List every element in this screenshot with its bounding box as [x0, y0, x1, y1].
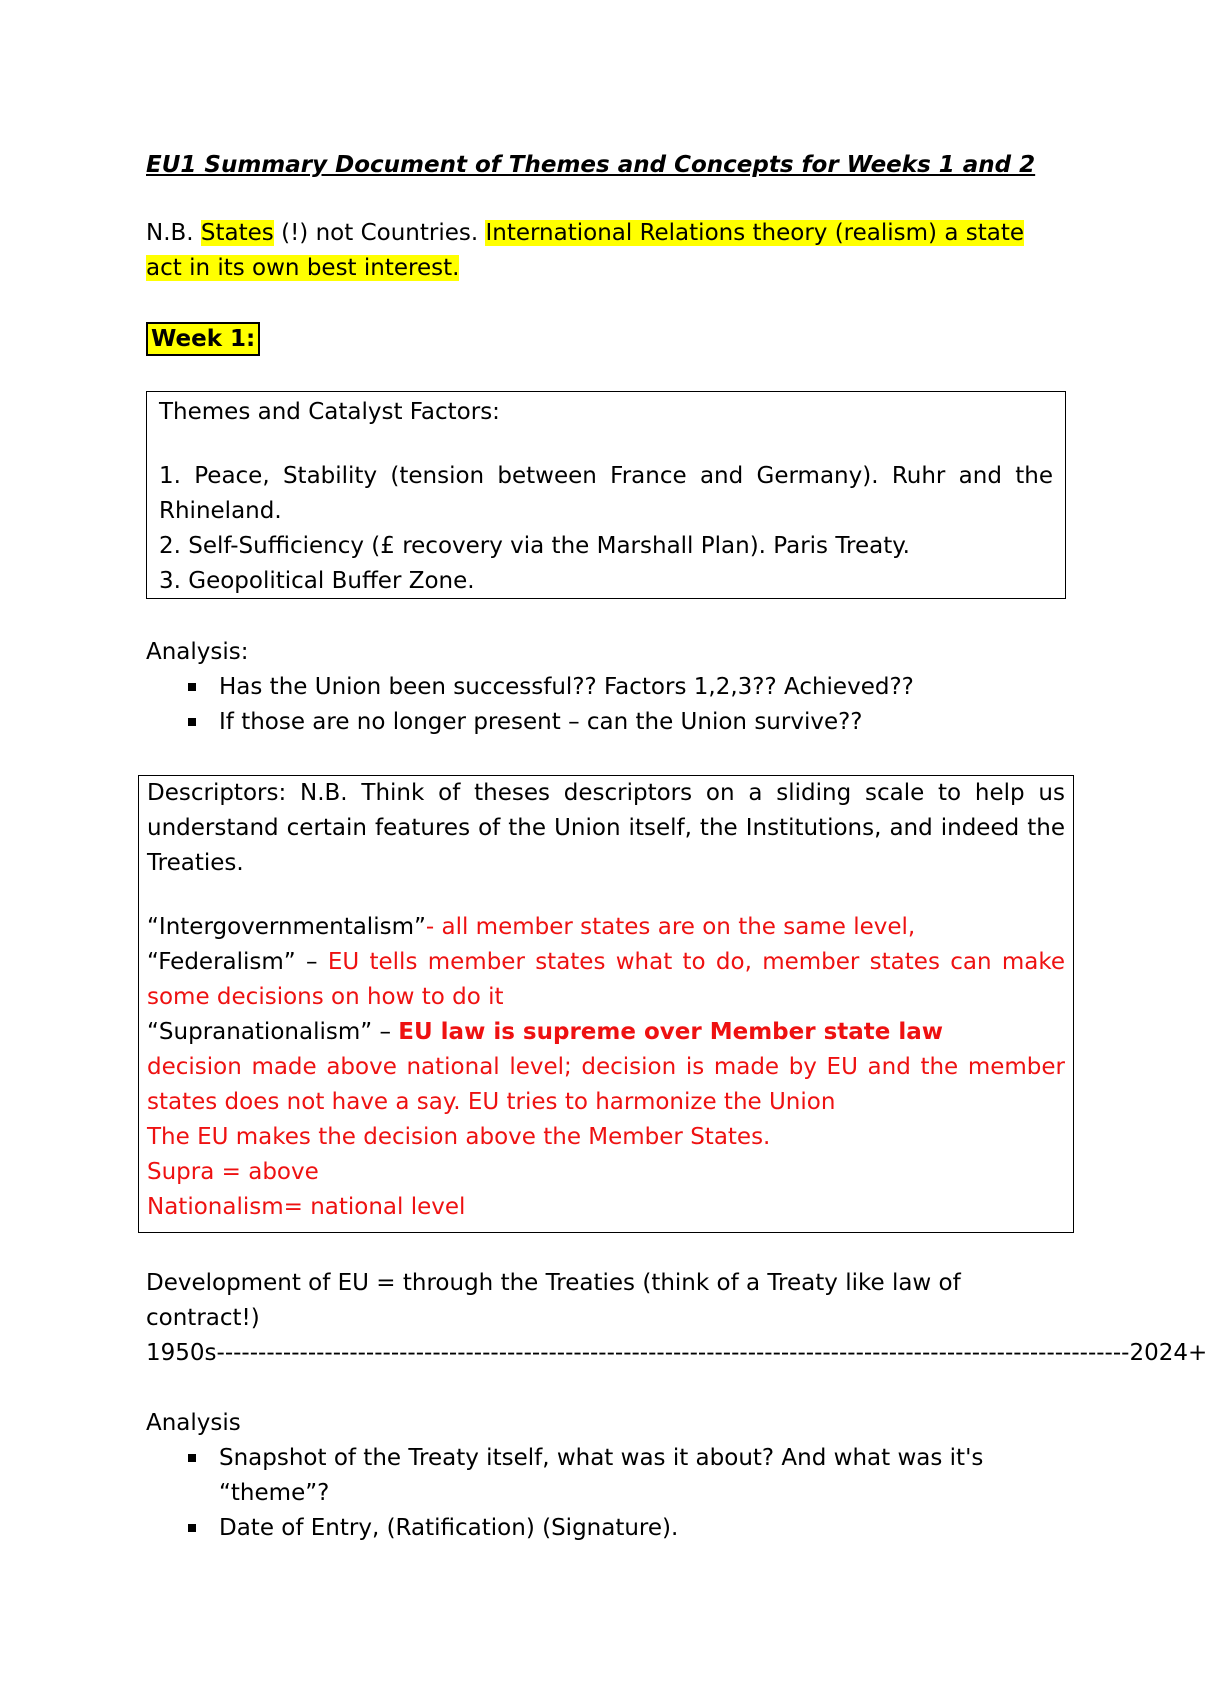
nb-middle: (!) not Countries. — [273, 220, 486, 246]
themes-heading: Themes and Catalyst Factors: — [159, 399, 500, 425]
bullet-square-icon — [188, 1524, 196, 1532]
list-item: Snapshot of the Treaty itself, what was it about? And what was it's “theme”? — [146, 1441, 1066, 1511]
theme-item-3: 3. Geopolitical Buffer Zone. — [159, 568, 475, 594]
federalism-line: “Federalism” – EU tells member states what to do, member states can make some decisions on how to do it — [147, 949, 1065, 1010]
analysis-heading-1: Analysis: — [146, 639, 249, 665]
theme-item-2: 2. Self-Sufficiency (£ recovery via the Marshall Plan). Paris Treaty. — [159, 533, 910, 559]
analysis-heading-2: Analysis — [146, 1410, 241, 1436]
timeline-end: 2024+ — [1129, 1340, 1207, 1366]
analysis-section-2 — [146, 1406, 1066, 1546]
supranationalism-text: decision made above national level; decision is made by EU and the member states does not have a say. EU tries to harmonize the Union — [147, 1054, 1065, 1115]
theme-item-1: 1. Peace, Stability (tension between France and Germany). Ruhr and the Rhineland. — [159, 463, 1053, 524]
list-item: If those are no longer present – can the Union survive?? — [146, 705, 1066, 740]
themes-box — [146, 391, 1066, 599]
nb-note — [146, 216, 1066, 286]
nationalism-definition: Nationalism= national level — [147, 1194, 466, 1220]
document-title: EU1 Summary Document of Themes and Concepts for Weeks 1 and 2 — [146, 152, 1036, 178]
bullet-square-icon — [188, 1454, 196, 1462]
timeline-start: 1950s — [146, 1340, 217, 1366]
timeline — [146, 1336, 1207, 1371]
bullet-square-icon — [188, 683, 196, 691]
supranationalism-line-2: The EU makes the decision above the Member States. — [147, 1124, 771, 1150]
ir-theory-highlight: International Relations theory (realism) a state act in its own best interest. — [146, 220, 1024, 281]
analysis-section-1 — [146, 635, 1066, 740]
bullet-square-icon — [188, 718, 196, 726]
analysis-list-1 — [146, 670, 1066, 740]
descriptors-intro: Descriptors: N.B. Think of theses descriptors on a sliding scale to help us understand certain features of the Union itself, the Institutions, and indeed the Treaties. — [147, 780, 1065, 876]
supranationalism-line: “Supranationalism” – EU law is supreme over Member state law — [147, 1019, 944, 1045]
development-section — [146, 1266, 1207, 1371]
week-heading: Week 1: — [146, 322, 260, 356]
intergovernmentalism-line: “Intergovernmentalism”- all member states are on the same level, — [147, 914, 916, 940]
analysis-list-2 — [146, 1441, 1066, 1546]
list-item: Has the Union been successful?? Factors 1,2,3?? Achieved?? — [146, 670, 1066, 705]
states-highlight: States — [200, 220, 274, 246]
timeline-dashes: -------------------------------------------------------------------------------------------------------------- — [216, 1340, 1130, 1366]
list-item: Date of Entry, (Ratification) (Signature). — [146, 1511, 1066, 1546]
development-text: Development of EU = through the Treaties (think of a Treaty like law of contract!) — [146, 1270, 961, 1331]
descriptors-box — [138, 775, 1074, 1233]
nb-prefix: N.B. — [146, 220, 201, 246]
supra-definition: Supra = above — [147, 1159, 319, 1185]
